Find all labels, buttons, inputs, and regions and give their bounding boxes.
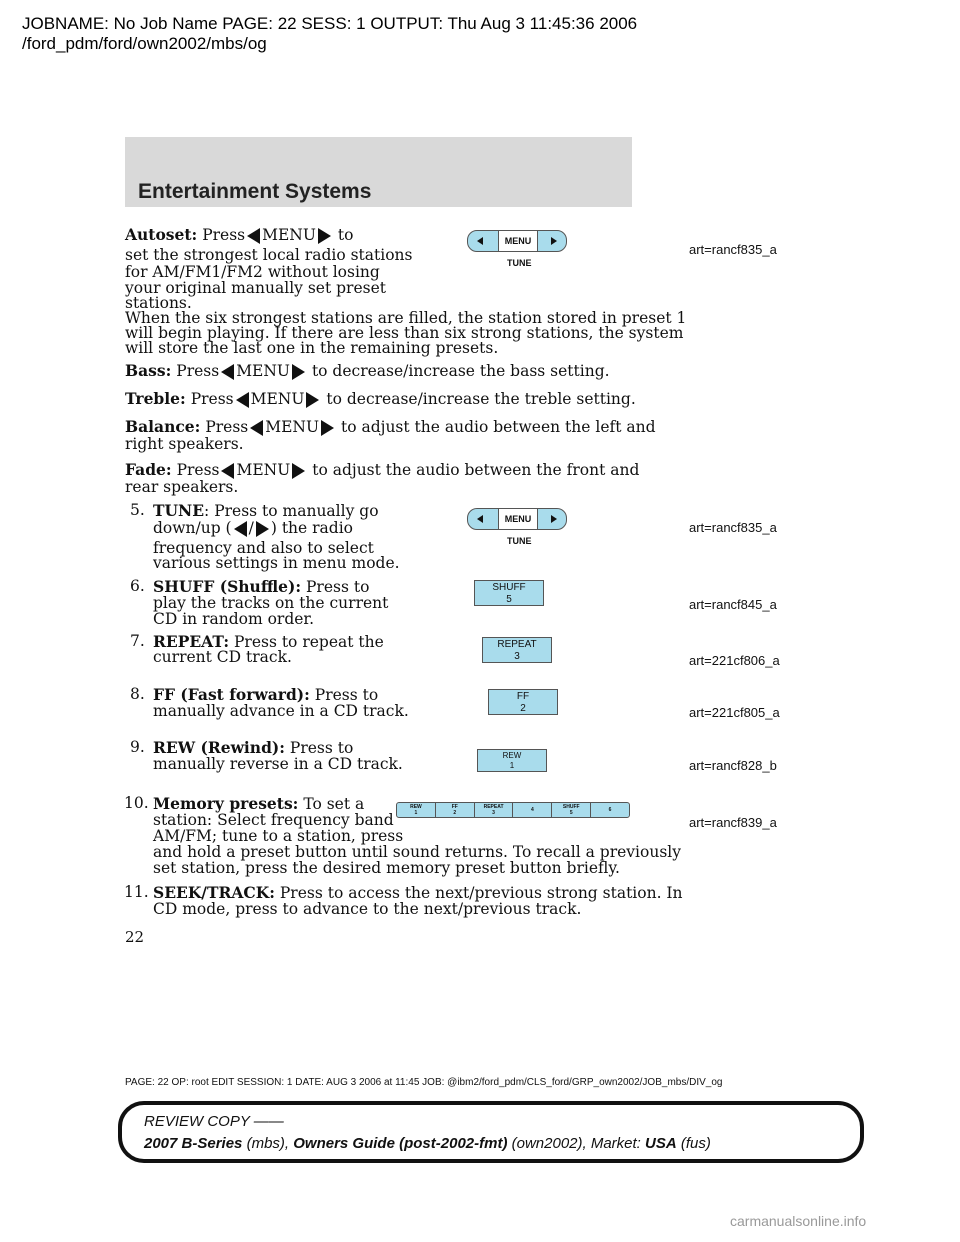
item11-l1-text: Press to access the next/previous strong station. In: [279, 884, 683, 902]
item5-l2b: ) the radio: [270, 519, 353, 537]
autoset-line1: [125, 226, 353, 244]
left-arrow-icon: [221, 364, 234, 380]
item6-label: SHUFF (Shuffle):: [153, 577, 302, 596]
memory-presets-art: [396, 802, 630, 818]
autoset-l7: will begin playing. If there are less than six strong stations, the system: [125, 324, 684, 342]
review-guide: Owners Guide (post-2002-fmt): [293, 1135, 508, 1152]
item5-l2a: down/up (: [153, 519, 232, 537]
art-label: art=221cf806_a: [689, 653, 780, 668]
item5-l4: various settings in menu mode.: [153, 554, 400, 572]
item6-l3: CD in random order.: [153, 610, 315, 628]
tune-label: TUNE: [507, 536, 532, 546]
page-number: 22: [125, 928, 145, 946]
item5-l1: [153, 502, 379, 520]
item5-label: TUNE: [153, 501, 205, 520]
right-arrow-icon: [318, 228, 331, 244]
item7-label: REPEAT:: [153, 632, 230, 651]
autoset-l8: will store the last one in the remaining presets.: [125, 339, 499, 357]
left-arrow-icon: [477, 515, 483, 523]
item7-l2: current CD track.: [153, 648, 292, 666]
ff-button-name: FF: [516, 691, 530, 702]
preset-3: [475, 803, 514, 817]
item10-label: Memory presets:: [153, 794, 299, 813]
page-footer: PAGE: 22 OP: root EDIT SESSION: 1 DATE: AUG 3 2006 at 11:45 JOB: @ibm2/ford_pdm/CLS_ford/GRP_own2002/JOB_mbs/DIV_og: [125, 1077, 723, 1088]
press-text: Press: [202, 226, 246, 244]
review-market: USA: [645, 1135, 677, 1152]
item9-l1-text: Press to: [289, 739, 354, 757]
item6-num: 6.: [130, 577, 145, 595]
right-arrow-icon: [551, 237, 557, 245]
right-arrow-icon: [292, 463, 305, 479]
art-label: art=rancf835_a: [689, 242, 777, 257]
treble-line: [125, 390, 636, 408]
menu-text: MENU: [236, 362, 290, 380]
item10-l4: and hold a preset button until sound returns. To recall a previously: [153, 843, 681, 861]
item11-num: 11.: [124, 883, 149, 901]
item5-num: 5.: [130, 501, 145, 519]
fade-tail: to adjust the audio between the front and: [312, 461, 640, 479]
item8-label: FF (Fast forward):: [153, 685, 310, 704]
left-arrow-icon: [221, 463, 234, 479]
item11-label: SEEK/TRACK:: [153, 883, 275, 902]
ff-button-number: 2: [520, 703, 526, 714]
item10-l3: AM/FM; tune to a station, press: [153, 827, 404, 845]
rew-button-name: REW: [502, 751, 522, 760]
tune-menu-button-art: [467, 230, 567, 252]
fast-forward-button-art: [488, 689, 558, 715]
art-label: art=rancf828_b: [689, 758, 777, 773]
review-copy-details: [144, 1135, 711, 1152]
job-header: [22, 14, 637, 54]
autoset-label: Autoset:: [125, 225, 198, 244]
item8-num: 8.: [130, 685, 145, 703]
preset-3-name: REPEAT: [483, 804, 504, 810]
item5-slash: /: [248, 519, 254, 537]
preset-1: [397, 803, 436, 817]
repeat-button-number: 3: [514, 651, 520, 662]
balance-l2: right speakers.: [125, 435, 244, 453]
fade-l2: rear speakers.: [125, 478, 239, 496]
press-text: Press: [176, 362, 220, 380]
left-arrow-icon: [236, 392, 249, 408]
item8-l1-text: Press to: [314, 686, 379, 704]
right-arrow-icon: [321, 420, 334, 436]
item9-label: REW (Rewind):: [153, 738, 285, 757]
item10-l2: station: Select frequency band: [153, 811, 394, 829]
art-label: art=221cf805_a: [689, 705, 780, 720]
preset-1-number: 1: [414, 810, 418, 816]
autoset-l2: set the strongest local radio stations: [125, 246, 413, 264]
balance-line: [125, 418, 656, 436]
menu-text: MENU: [262, 226, 316, 244]
menu-text: MENU: [236, 461, 291, 479]
press-text: Press: [205, 418, 249, 436]
review-model-code: (mbs),: [242, 1135, 294, 1152]
autoset-l6: When the six strongest stations are filled, the station stored in preset 1: [125, 309, 687, 327]
review-guide-code: (own2002),: [507, 1135, 591, 1152]
art-label: art=rancf845_a: [689, 597, 777, 612]
item10-l5: set station, press the desired memory preset button briefly.: [153, 859, 620, 877]
preset-4-number: 4: [531, 807, 534, 813]
review-model: 2007 B-Series: [144, 1135, 243, 1152]
balance-label: Balance:: [125, 417, 201, 436]
autoset-tail: to: [337, 226, 354, 244]
left-arrow-icon: [250, 420, 263, 436]
bass-label: Bass:: [125, 361, 172, 380]
treble-label: Treble:: [125, 389, 186, 408]
left-arrow-icon: [234, 521, 247, 537]
rew-button-number: 1: [509, 761, 515, 770]
autoset-l5: stations.: [125, 294, 192, 312]
review-market-code: (fus): [676, 1135, 711, 1152]
right-arrow-icon: [306, 392, 319, 408]
bass-line: [125, 362, 610, 380]
preset-6-number: 6: [608, 807, 612, 813]
fade-line: [125, 461, 639, 479]
item7-l1-text: Press to repeat the: [233, 633, 384, 651]
art-label: art=rancf835_a: [689, 520, 777, 535]
preset-5-name: SHUFF: [562, 804, 580, 810]
repeat-button-name: REPEAT: [497, 639, 537, 650]
section-title: Entertainment Systems: [138, 180, 372, 203]
item8-l2: manually advance in a CD track.: [153, 702, 409, 720]
menu-label: MENU: [498, 231, 538, 251]
preset-2-name: FF: [451, 804, 458, 810]
autoset-l3: for AM/FM1/FM2 without losing: [125, 263, 380, 281]
item5-l1-text: : Press to manually go: [204, 502, 379, 520]
left-arrow-icon: [477, 237, 483, 245]
repeat-button-art: [482, 637, 552, 663]
left-arrow-icon: [247, 228, 260, 244]
review-copy-title: REVIEW COPY ——: [144, 1113, 284, 1130]
rewind-button-art: [477, 749, 547, 772]
shuffle-button-number: 5: [506, 594, 512, 605]
menu-text: MENU: [265, 418, 320, 436]
item10-num: 10.: [124, 794, 149, 812]
treble-tail: to decrease/increase the treble setting.: [326, 390, 636, 408]
preset-3-number: 3: [492, 810, 495, 816]
preset-1-name: REW: [410, 804, 422, 810]
autoset-l4: your original manually set preset: [125, 279, 386, 297]
bass-tail: to decrease/increase the bass setting.: [311, 362, 610, 380]
item6-l1-text: Press to: [306, 578, 370, 596]
right-arrow-icon: [256, 521, 269, 537]
watermark: carmanualsonline.info: [730, 1213, 867, 1229]
press-text: Press: [176, 461, 220, 479]
balance-tail: to adjust the audio between the left and: [340, 418, 656, 436]
preset-6: [591, 803, 629, 817]
item5-l2: [153, 520, 353, 537]
item10-l1-text: To set a: [303, 795, 365, 813]
preset-4: [513, 803, 552, 817]
right-arrow-icon: [551, 515, 557, 523]
tune-menu-button-art: [467, 508, 567, 530]
item6-l2: play the tracks on the current: [153, 594, 389, 612]
item11-l2: CD mode, press to advance to the next/previous track.: [153, 900, 582, 918]
job-header-line2: /ford_pdm/ford/own2002/mbs/og: [22, 34, 267, 53]
shuffle-button-name: SHUFF: [492, 582, 526, 593]
item9-l2: manually reverse in a CD track.: [153, 755, 403, 773]
item9-num: 9.: [130, 738, 145, 756]
right-arrow-icon: [292, 364, 305, 380]
menu-label: MENU: [498, 509, 538, 529]
fade-label: Fade:: [125, 460, 172, 479]
review-market-label: Market:: [590, 1135, 646, 1152]
job-header-line1: JOBNAME: No Job Name PAGE: 22 SESS: 1 OUTPUT: Thu Aug 3 11:45:36 2006: [22, 14, 638, 33]
item7-num: 7.: [130, 632, 145, 650]
preset-5-number: 5: [569, 810, 573, 816]
shuffle-button-art: [474, 580, 544, 606]
art-label: art=rancf839_a: [689, 815, 777, 830]
item5-l3: frequency and also to select: [153, 539, 374, 557]
preset-2-number: 2: [453, 810, 457, 816]
preset-2: [436, 803, 475, 817]
preset-5: [552, 803, 591, 817]
menu-text: MENU: [250, 390, 305, 408]
tune-label: TUNE: [507, 258, 532, 268]
review-copy-box: [118, 1101, 864, 1163]
press-text: Press: [190, 390, 234, 408]
